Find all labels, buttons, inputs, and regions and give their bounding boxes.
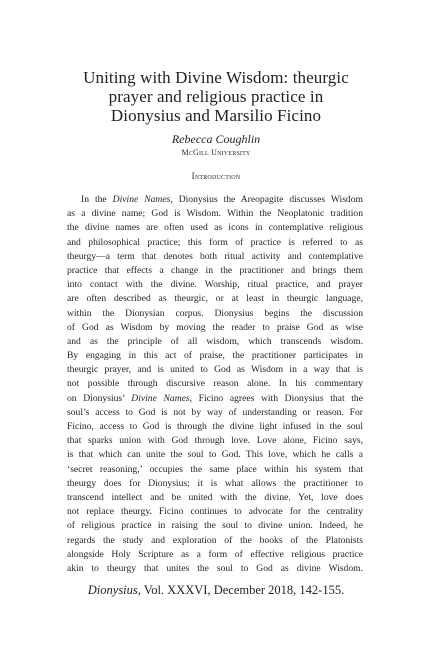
paragraph-line: of God as Wisdom by moving the reader to praise God as wise [67, 321, 363, 333]
title-line: prayer and religious practice in [108, 87, 324, 106]
paragraph-line: transcend intellect and be united with the divine. Yet, love does [67, 491, 363, 503]
paragraph-line: Ficino, access to God is through the divine light infused in the soul [67, 421, 363, 432]
article-title [60, 68, 372, 125]
paragraph-line: regards the study and exploration of the books of the Platonists [67, 534, 363, 546]
line-text: In the [81, 194, 113, 205]
paragraph-line: and philosophical practice; this form of practice is referred to as [67, 236, 363, 248]
paragraph-line: not replace theurgy. Ficino continues to advocate for the centrality [67, 506, 363, 518]
paragraph-line: theurgic prayer, and is united to God as Wisdom in a way that is [67, 364, 363, 376]
citation-details: , Vol. XXXVI, December 2018, 142-155. [137, 583, 345, 597]
paragraph-line: not possible through discursive reason alone. In his commentary [67, 378, 363, 390]
body-paragraph [67, 193, 363, 576]
title-line: Dionysius and Marsilio Ficino [110, 106, 322, 125]
paragraph-line: as a divine name; God is Wisdom. Within the Neoplatonic tradition [67, 208, 363, 220]
paragraph-line [67, 193, 363, 207]
paragraph-line: is that which can unite the soul to God. This love, which he calls a [67, 449, 363, 461]
author-name: Rebecca Coughlin [171, 132, 261, 146]
journal-citation [40, 583, 392, 598]
line-text: Dionysius the Areopagite discusses Wisdom [172, 194, 363, 205]
paragraph-line: ‘secret reasoning,’ occupies the same place within his system that [67, 463, 363, 475]
journal-name: Dionysius [87, 583, 138, 597]
line-text: on Dionysius’ [67, 392, 132, 404]
paragraph-line: of religious practice in raising the soul to divine union. Indeed, he [67, 520, 363, 532]
paragraph-line: theurgy does for Dionysius; it is what allows the practitioner to [67, 477, 363, 489]
paragraph-line: into contact with the divine. Worship, ritual practice, and prayer [67, 279, 363, 291]
paragraph-line: within the Dionysian corpus. Dionysius begins the discussion [67, 307, 363, 319]
paragraph-line: the divine names are often used as icons in contemplative religious [67, 222, 363, 234]
section-heading: Introduction [191, 171, 241, 181]
paragraph-line: soul’s access to God is not by way of understanding or reason. For [67, 406, 363, 418]
line-text: Ficino agrees with Dionysius that the [192, 392, 363, 404]
paragraph-line: that sparks union with God through love. Love alone, Ficino says, [67, 435, 363, 447]
title-line: Uniting with Divine Wisdom: theurgic [83, 68, 349, 87]
work-title-italic: Divine Names, [112, 194, 173, 205]
author-affiliation: McGill University [181, 148, 251, 157]
paragraph-line: alongside Holy Scripture as a form of effective religious practice [67, 548, 363, 560]
paragraph-line: By engaging in this act of praise, the practitioner participates in [67, 350, 363, 362]
paragraph-line: theurgy—a term that denotes both ritual activity and contemplative [67, 250, 363, 262]
work-title-italic: Divine Names, [131, 392, 193, 404]
paragraph-line: practice that effects a change in the practitioner and brings them [67, 264, 363, 276]
paragraph-line: akin to theurgy that unites the soul to God as divine Wisdom. [67, 562, 363, 574]
paragraph-line [67, 392, 363, 406]
paragraph-line: and as the principle of all wisdom, which transcends wisdom. [67, 335, 363, 347]
paragraph-line: are often described as theurgic, or at least in theurgic language, [67, 293, 363, 305]
